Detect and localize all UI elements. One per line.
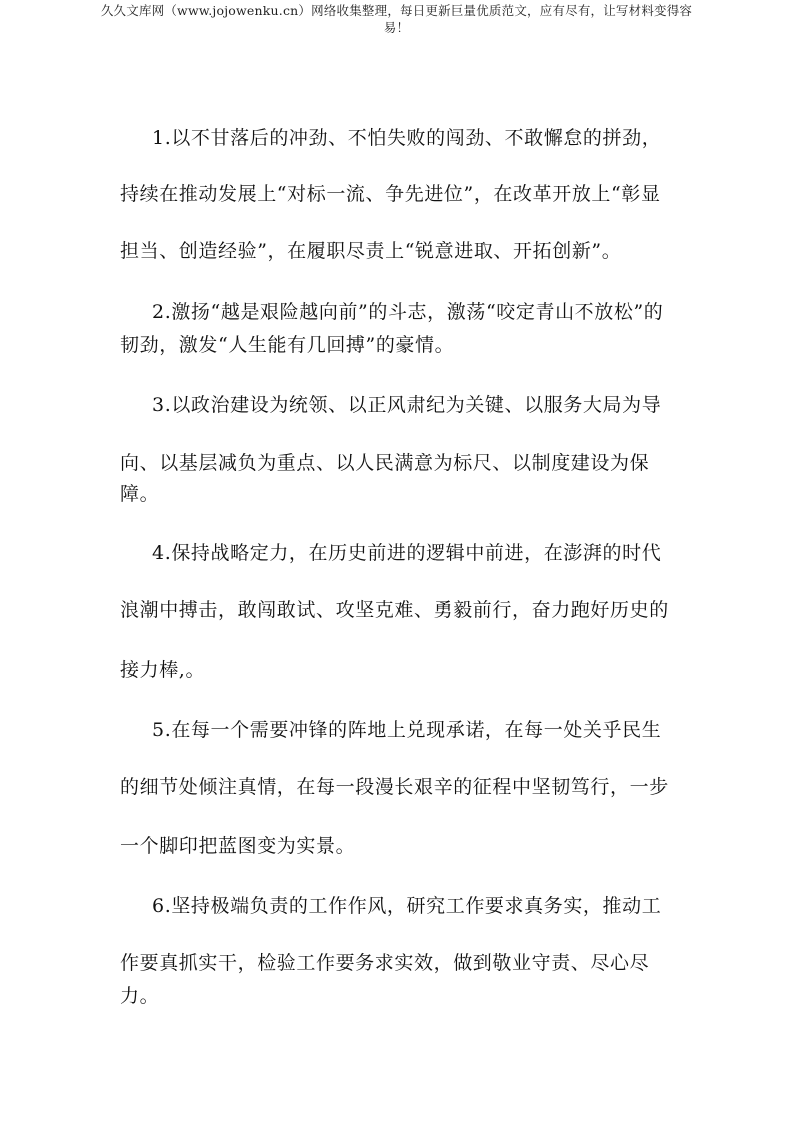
paragraph-3-line-3: 障。 [120, 483, 160, 505]
paragraph-5-line-3: 一个脚印把蓝图变为实景。 [120, 835, 356, 857]
paragraph-4-line-1: 4.保持战略定力，在历史前进的逻辑中前进，在澎湃的时代 [152, 542, 662, 564]
paragraph-3-line-2: 向、以基层减负为重点、以人民满意为标尺、以制度建设为保 [120, 452, 650, 474]
paragraph-6-line-1: 6.坚持极端负责的工作作风，研究工作要求真务实，推动工 [152, 895, 662, 917]
header-line-1: 久久文库网（www.jojowenku.cn）网络收集整理，每日更新巨量优质范文，应有尽有，让写材料变得容 [100, 3, 693, 18]
page-header [90, 2, 703, 36]
paragraph-5-line-2: 的细节处倾注真情，在每一段漫长艰辛的征程中坚韧笃行，一步 [120, 776, 669, 798]
paragraph-2-line-1: 2.激扬“越是艰险越向前”的斗志，激荡“咬定青山不放松”的 [152, 301, 664, 323]
paragraph-1-line-2: 持续在推动发展上“对标一流、争先进位”，在改革开放上“彰显 [120, 183, 661, 205]
paragraph-1-line-1: 1.以不甘落后的冲劲、不怕失败的闯劲、不敢懈怠的拼劲， [152, 127, 662, 149]
paragraph-3-line-1: 3.以政治建设为统领、以正风肃纪为关键、以服务大局为导 [152, 394, 662, 416]
paragraph-2-line-2: 韧劲，激发“人生能有几回搏”的豪情。 [120, 334, 455, 356]
paragraph-6-line-3: 力。 [120, 985, 160, 1007]
paragraph-6-line-2: 作要真抓实干，检验工作要务求实效，做到敬业守责、尽心尽 [120, 952, 650, 974]
paragraph-1-line-3: 担当、创造经验”，在履职尽责上“锐意进取、开拓创新”。 [120, 240, 622, 262]
paragraph-5-line-1: 5.在每一个需要冲锋的阵地上兑现承诺，在每一处关乎民生 [152, 719, 662, 741]
header-line-2: 易！ [383, 20, 410, 35]
paragraph-4-line-3: 接力棒,。 [120, 659, 206, 681]
paragraph-4-line-2: 浪潮中搏击，敢闯敢试、攻坚克难、勇毅前行，奋力跑好历史的 [120, 599, 669, 621]
